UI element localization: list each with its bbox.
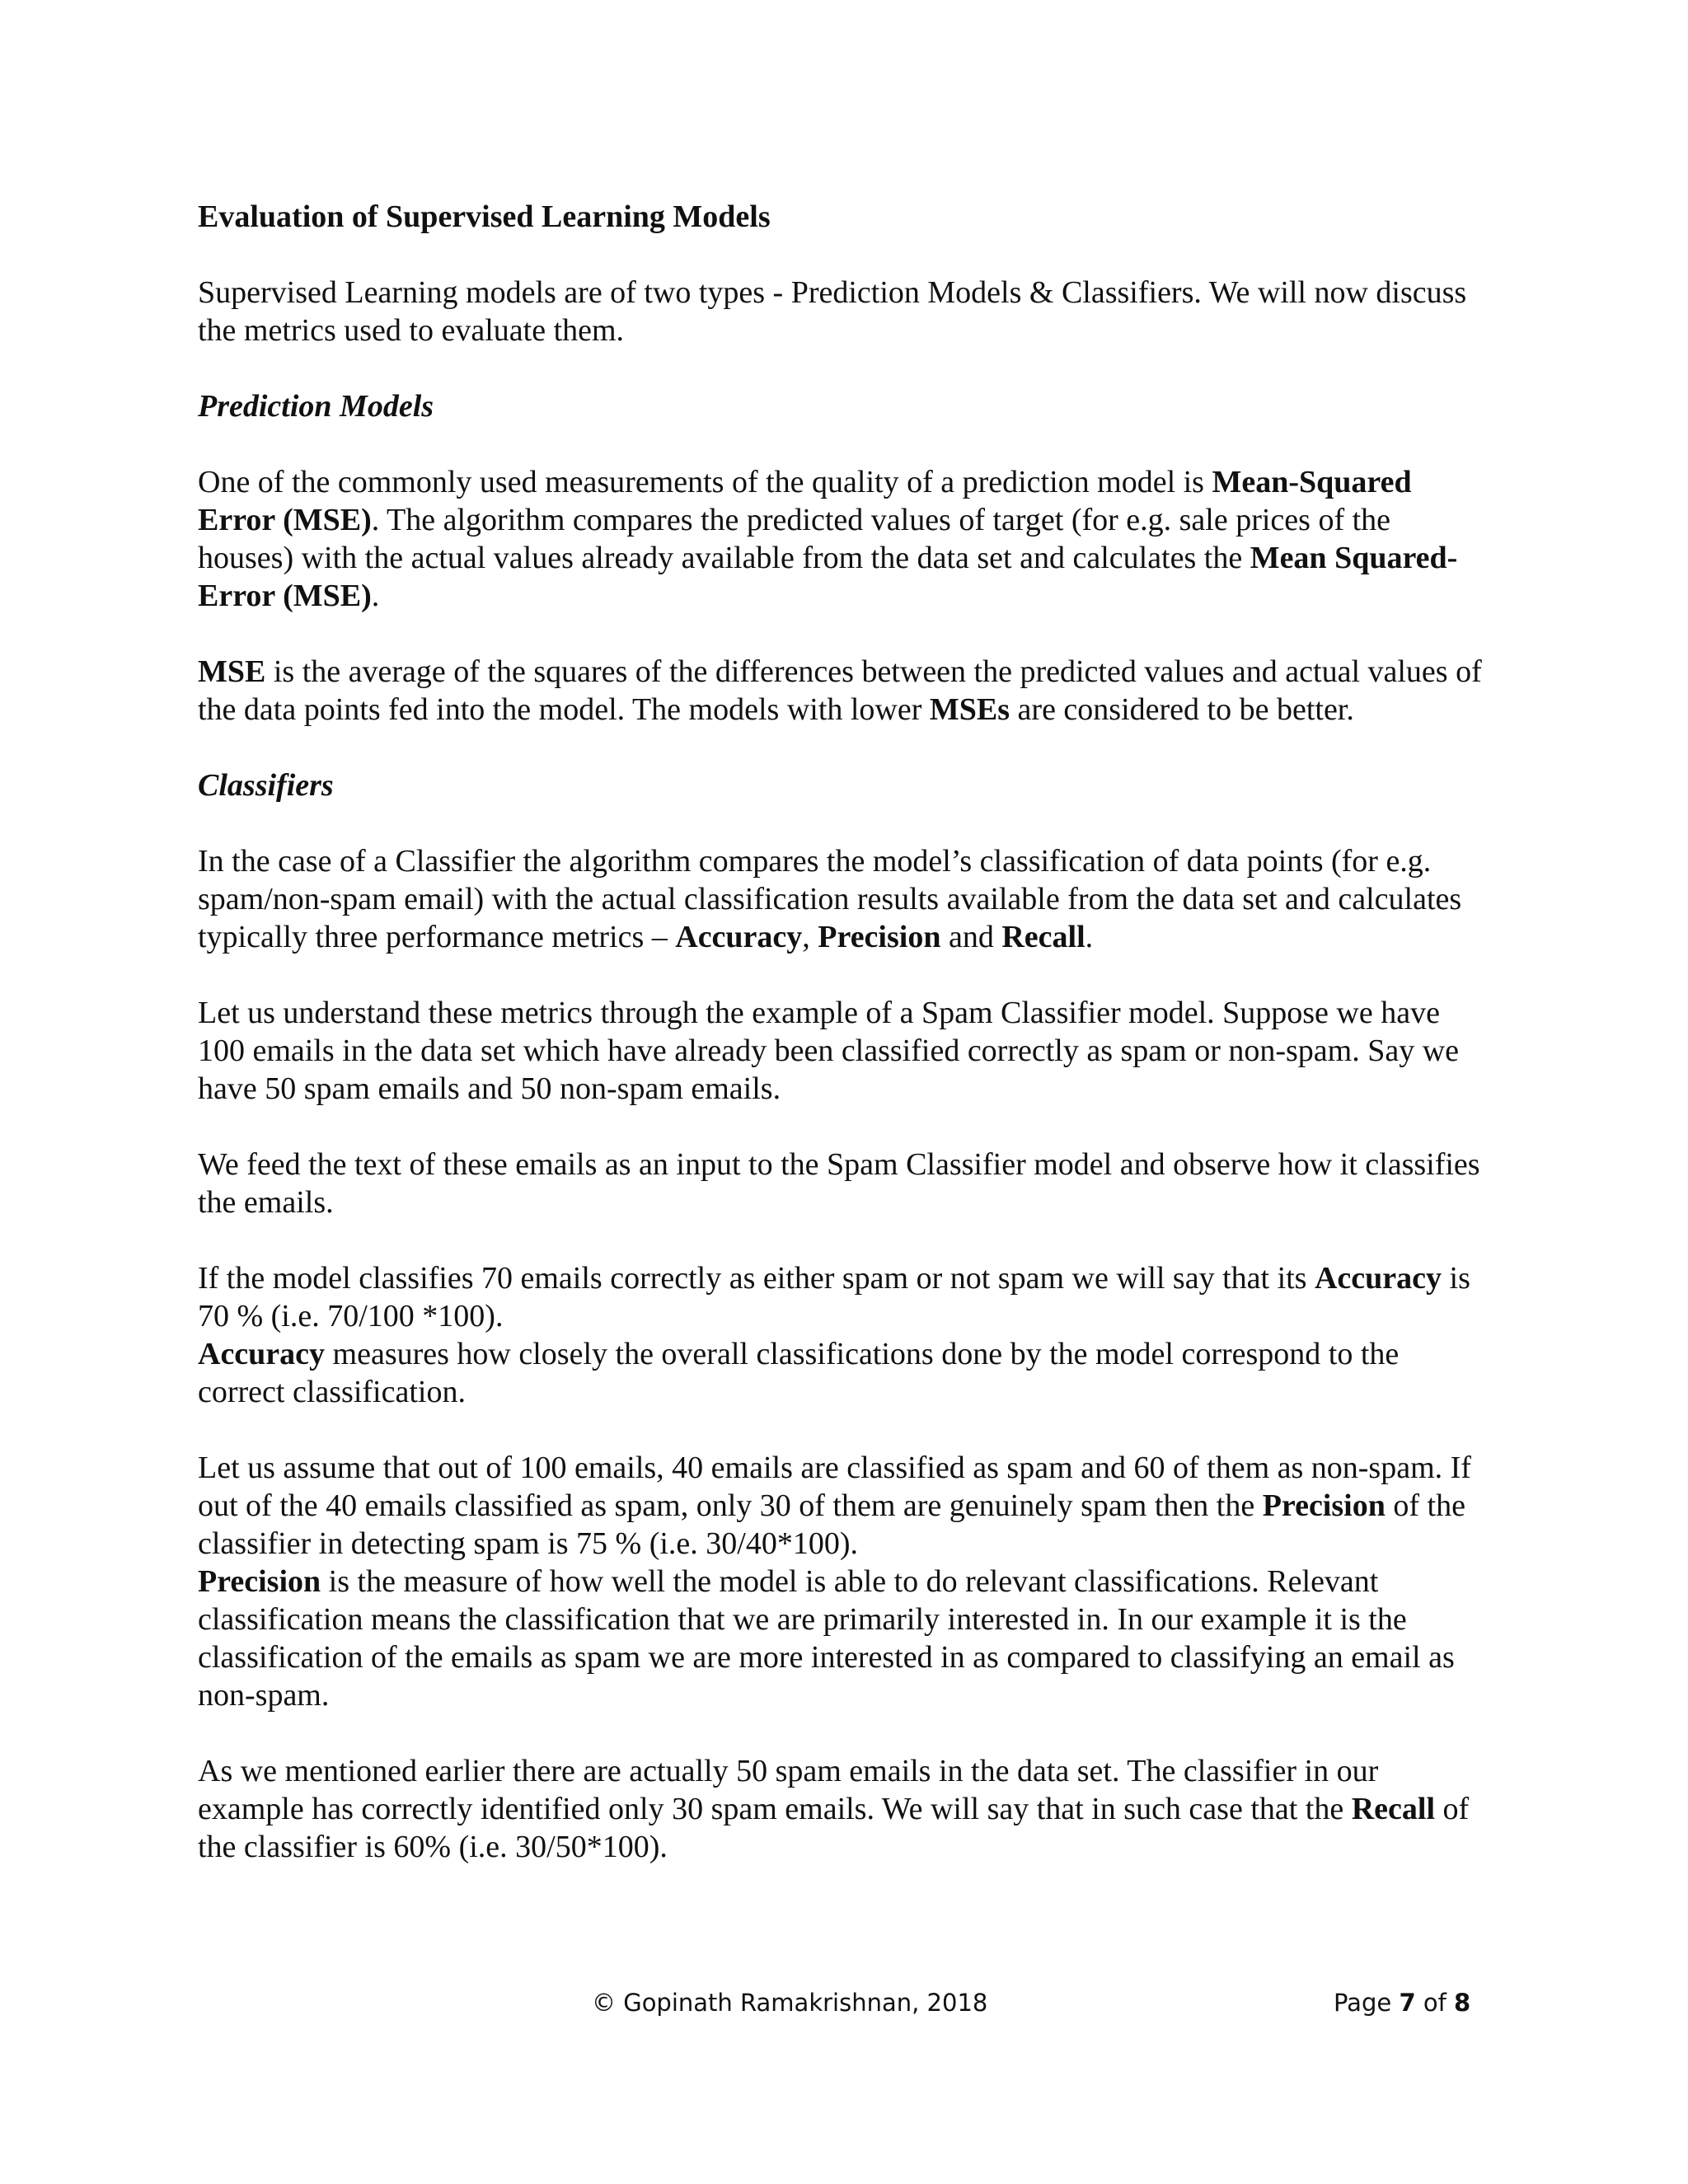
- page-number: [1334, 1988, 1470, 2018]
- text-run: As we mentioned earlier there are actually 50 spam emails in the data set. The classifier in our example has correctly identified only 30 spam emails. We will say that in such case that the: [198, 1754, 1379, 1826]
- bold-term: Recall: [1001, 920, 1085, 954]
- bold-term: Mean Squared-Error (MSE): [198, 541, 1458, 613]
- bold-term: Accuracy: [675, 920, 803, 954]
- copyright-notice: © Gopinath Ramakrishnan, 2018: [592, 1989, 988, 2017]
- classifiers-heading: Classifiers: [198, 768, 334, 803]
- text-run: .: [1085, 920, 1094, 954]
- bold-term: Accuracy: [1314, 1261, 1442, 1296]
- bold-term: MSEs: [929, 692, 1010, 727]
- precision-definition-paragraph: [198, 1563, 1484, 1714]
- accuracy-example-paragraph: [198, 1259, 1484, 1335]
- bold-term: Precision: [1262, 1488, 1386, 1523]
- text-run: . The algorithm compares the predicted values of target (for e.g. sale prices of the houses) with the actual values already available from the data set and calculates the: [198, 503, 1391, 575]
- bold-term: MSE: [198, 654, 266, 689]
- spam-example-paragraph: Let us understand these metrics through the example of a Spam Classifier model. Suppose we have 100 emails in the data set which have already been classified correctly as spam or non-spam. Say we have 50 spam emails and 50 non-spam emails.: [198, 996, 1460, 1106]
- text-run: of the classifier is 60% (i.e. 30/50*100).: [198, 1792, 1470, 1864]
- mse-explanation-paragraph: [198, 653, 1484, 729]
- page-current: 7: [1399, 1989, 1416, 2017]
- page-total: 8: [1454, 1989, 1471, 2017]
- text-run: Let us assume that out of 100 emails, 40 emails are classified as spam and 60 of them as non-spam. If out of the 40 emails classified as spam, only 30 of them are genuinely spam then the: [198, 1451, 1471, 1523]
- text-run: are considered to be better.: [1010, 692, 1354, 727]
- text-run: One of the commonly used measurements of the quality of a prediction model is: [198, 465, 1212, 499]
- bold-term: Mean-Squared Error (MSE): [198, 465, 1412, 537]
- text-run: If the model classifies 70 emails correctly as either spam or not spam we will say that its: [198, 1261, 1315, 1296]
- recall-example-paragraph: [198, 1752, 1484, 1866]
- text-run: .: [371, 579, 380, 613]
- page-label: Page: [1334, 1989, 1400, 2017]
- text-run: is the average of the squares of the differences between the predicted values and actual values of the data points fed into the model. The models with lower: [198, 654, 1482, 727]
- text-run: of the classifier in detecting spam is 75 % (i.e. 30/40*100).: [198, 1488, 1465, 1561]
- bold-term: Precision: [818, 920, 941, 954]
- accuracy-definition-paragraph: [198, 1335, 1484, 1411]
- document-title: Evaluation of Supervised Learning Models: [198, 199, 771, 234]
- text-run: is 70 % (i.e. 70/100 *100).: [198, 1261, 1470, 1333]
- prediction-models-heading: Prediction Models: [198, 389, 434, 424]
- page-of: of: [1415, 1989, 1455, 2017]
- document-body: [198, 198, 1484, 1904]
- text-run: measures how closely the overall classifications done by the model correspond to the correct classification.: [198, 1337, 1400, 1409]
- precision-example-paragraph: [198, 1449, 1484, 1563]
- bold-term: Recall: [1351, 1792, 1436, 1826]
- text-run: ,: [802, 920, 818, 954]
- text-run: In the case of a Classifier the algorithm compares the model’s classification of data points (for e.g. spam/non-spam email) with the actual classification results available from the data set and calculates typically three performance metrics –: [198, 844, 1462, 954]
- bold-term: Accuracy: [198, 1337, 326, 1371]
- spam-input-paragraph: We feed the text of these emails as an input to the Spam Classifier model and observe how it classifies the emails.: [198, 1147, 1480, 1220]
- bold-term: Precision: [198, 1564, 321, 1599]
- classifier-metrics-paragraph: [198, 842, 1484, 956]
- text-run: is the measure of how well the model is able to do relevant classifications. Relevant classification means the classification that we are primarily interested in. In our example it is the classification of the emails as spam we are more interested in as compared to classifying an email as non-spam.: [198, 1564, 1455, 1713]
- mse-definition-paragraph: [198, 463, 1484, 615]
- text-run: and: [940, 920, 1002, 954]
- intro-paragraph: Supervised Learning models are of two types - Prediction Models & Classifiers. We will now discuss the metrics used to evaluate them.: [198, 275, 1467, 348]
